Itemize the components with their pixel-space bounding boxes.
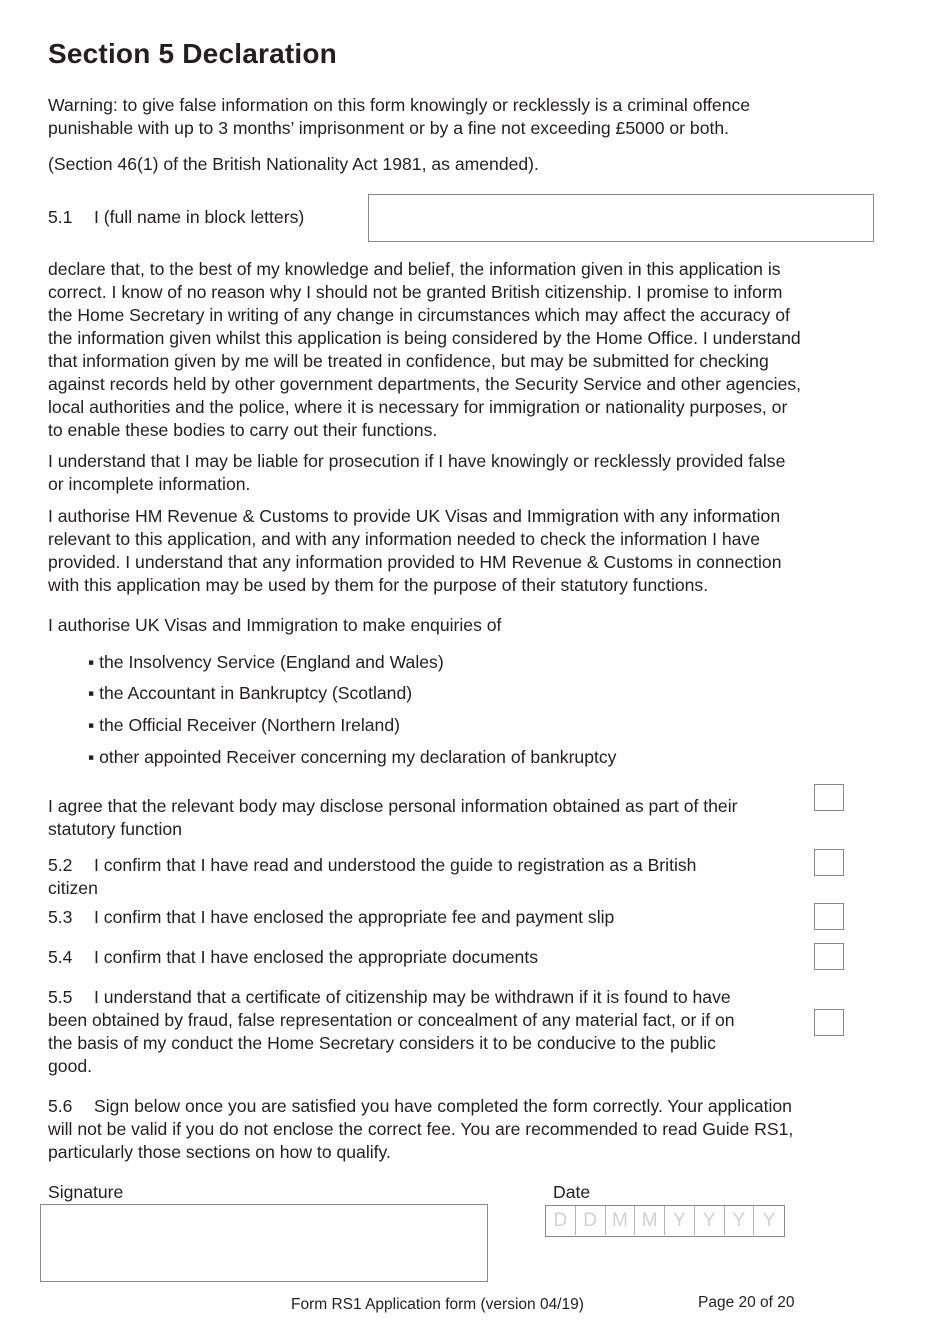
agree-line-2: statutory function xyxy=(48,819,182,839)
q56-line-2: will not be valid if you do not enclose the correct fee. You are recommended to read Guide RS1, xyxy=(48,1119,794,1139)
q55-line-3: the basis of my conduct the Home Secretary considers it to be conducive to the public xyxy=(48,1033,716,1053)
enquiry-bullet: ▪ the Accountant in Bankruptcy (Scotland) xyxy=(88,683,413,703)
hmrc-line: relevant to this application, and with any information needed to check the information I have xyxy=(48,529,760,549)
declaration-line: correct. I know of no reason why I should not be granted British citizenship. I promise to inform xyxy=(48,282,783,302)
q53-label: I confirm that I have enclosed the appropriate fee and payment slip xyxy=(94,907,615,927)
q52-line-2: citizen xyxy=(48,878,98,898)
date-label: Date xyxy=(553,1182,591,1202)
q54-number: 5.4 xyxy=(48,947,73,967)
q53-checkbox[interactable] xyxy=(814,903,844,930)
liability-line: or incomplete information. xyxy=(48,474,251,494)
q54-text xyxy=(48,946,538,969)
declaration-line: against records held by other government departments, the Security Service and other agencies, xyxy=(48,374,802,394)
date-year-cell[interactable]: Y xyxy=(695,1206,725,1235)
q54-label: I confirm that I have enclosed the appropriate documents xyxy=(94,947,539,967)
warning-citation: (Section 46(1) of the British Nationality Act 1981, as amended). xyxy=(48,154,539,174)
date-year-cell[interactable]: Y xyxy=(725,1206,755,1235)
q54-checkbox[interactable] xyxy=(814,943,844,970)
q52-number: 5.2 xyxy=(48,855,73,875)
warning-line-1: Warning: to give false information on this form knowingly or recklessly is a criminal offence xyxy=(48,95,751,115)
signature-label: Signature xyxy=(48,1182,124,1202)
q51-label xyxy=(48,206,304,229)
declaration-paragraph xyxy=(48,258,801,442)
enquiry-bullet: ▪ the Insolvency Service (England and Wales) xyxy=(88,652,444,672)
date-day-cell[interactable]: D xyxy=(576,1206,606,1235)
q52-text xyxy=(48,854,696,900)
liability-line: I understand that I may be liable for prosecution if I have knowingly or recklessly provided false xyxy=(48,451,786,471)
date-day-cell[interactable]: D xyxy=(546,1206,576,1235)
declaration-line: to enable these bodies to carry out their functions. xyxy=(48,420,438,440)
hmrc-line: I authorise HM Revenue & Customs to provide UK Visas and Immigration with any information xyxy=(48,506,781,526)
section-title: Section 5 Declaration xyxy=(48,38,337,69)
liability-paragraph xyxy=(48,450,785,496)
q53-text xyxy=(48,906,614,929)
q52-checkbox[interactable] xyxy=(814,849,844,876)
date-field[interactable] xyxy=(545,1205,785,1237)
hmrc-line: with this application may be used by them for the purpose of their statutory functions. xyxy=(48,575,709,595)
agree-text xyxy=(48,795,738,841)
q53-number: 5.3 xyxy=(48,907,73,927)
date-month-cell[interactable]: M xyxy=(635,1206,665,1235)
warning-line-2: punishable with up to 3 months’ imprisonment or by a fine not exceeding £5000 or both. xyxy=(48,118,730,138)
declaration-line: the Home Secretary in writing of any change in circumstances which may affect the accuracy of xyxy=(48,305,790,325)
q56-text xyxy=(48,1095,793,1164)
date-year-cell[interactable]: Y xyxy=(665,1206,695,1235)
declaration-line: the information given whilst this application is being considered by the Home Office. I understand xyxy=(48,328,801,348)
agree-disclose-checkbox[interactable] xyxy=(814,784,844,811)
declaration-line: declare that, to the best of my knowledge and belief, the information given in this application is xyxy=(48,259,781,279)
q55-text xyxy=(48,986,735,1078)
q56-line-3: particularly those sections on how to qualify. xyxy=(48,1142,391,1162)
date-year-cell[interactable]: Y xyxy=(762,1210,776,1231)
q55-line-2: been obtained by fraud, false representation or concealment of any material fact, or if on xyxy=(48,1010,735,1030)
full-name-input[interactable] xyxy=(368,194,874,242)
q55-line-1: I understand that a certificate of citizenship may be withdrawn if it is found to have xyxy=(94,987,731,1007)
q55-checkbox[interactable] xyxy=(814,1009,844,1036)
q55-line-4: good. xyxy=(48,1056,93,1076)
q55-number: 5.5 xyxy=(48,987,73,1007)
enquiry-bullet: ▪ the Official Receiver (Northern Ireland) xyxy=(88,715,400,735)
hmrc-line: provided. I understand that any information provided to HM Revenue & Customs in connection xyxy=(48,552,782,572)
date-month-cell[interactable]: M xyxy=(606,1206,636,1235)
enquiries-intro: I authorise UK Visas and Immigration to make enquiries of xyxy=(48,615,502,635)
agree-line-1: I agree that the relevant body may disclose personal information obtained as part of their xyxy=(48,796,738,816)
footer-page-number: Page 20 of 20 xyxy=(698,1294,795,1311)
warning-text xyxy=(48,94,750,140)
q56-number: 5.6 xyxy=(48,1096,73,1116)
declaration-line: that information given by me will be treated in confidence, but may be submitted for checking xyxy=(48,351,769,371)
q51-text: I (full name in block letters) xyxy=(94,207,305,227)
signature-field[interactable] xyxy=(40,1204,488,1282)
q51-number: 5.1 xyxy=(48,207,73,227)
enquiry-bullet: ▪ other appointed Receiver concerning my declaration of bankruptcy xyxy=(88,747,617,767)
footer-form-version: Form RS1 Application form (version 04/19) xyxy=(291,1296,584,1313)
hmrc-paragraph xyxy=(48,505,781,597)
declaration-line: local authorities and the police, where it is necessary for immigration or nationality purposes, or xyxy=(48,397,788,417)
q52-line-1: I confirm that I have read and understood the guide to registration as a British xyxy=(94,855,697,875)
q56-line-1: Sign below once you are satisfied you have completed the form correctly. Your application xyxy=(94,1096,792,1116)
